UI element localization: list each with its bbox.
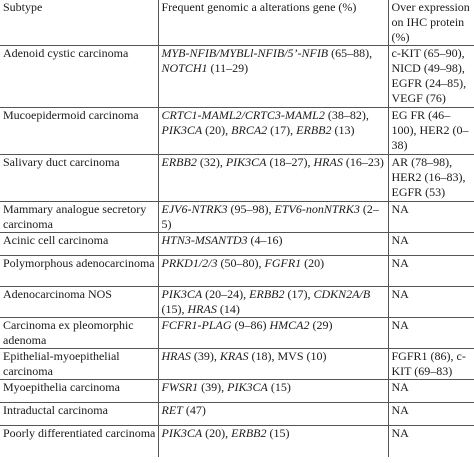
gene-name: PIK3CA	[161, 426, 203, 440]
gene-name: BRCA2	[231, 123, 268, 137]
subtype-cell: Intraductal carcinoma	[0, 403, 158, 426]
ihc-overexpression-cell: NA	[388, 202, 474, 233]
table-row	[0, 155, 474, 202]
gene-name: HTN3-MSANTD3	[161, 233, 248, 247]
ihc-overexpression-cell: EG FR (46–100), HER2 (0–38)	[388, 108, 474, 155]
ihc-overexpression-cell: c-KIT (65–90), NICD (49–98), EGFR (24–85), VEGF (76)	[388, 46, 474, 108]
frequency-text: (39),	[190, 349, 220, 363]
genomic-alterations-cell	[158, 202, 388, 233]
frequency-text: (15)	[266, 426, 290, 440]
table-row	[0, 233, 474, 256]
ihc-overexpression-cell: NA	[388, 256, 474, 287]
subtype-cell: Poorly differentiated carcinoma	[0, 426, 158, 457]
subtype-cell: Myoepithelia carcinoma	[0, 380, 158, 403]
gene-name: MYB-NFIB/MYBLl-NFIB/5’-NFIB	[161, 46, 329, 60]
header-row	[0, 0, 474, 46]
frequency-text: (47)	[182, 403, 206, 417]
frequency-text: (11–29)	[207, 61, 249, 75]
genomic-alterations-cell	[158, 108, 388, 155]
gene-name: EJV6-NTRK3	[161, 202, 228, 216]
genomic-alterations-cell	[158, 380, 388, 403]
header-genomic: Frequent genomic a alterations gene (%)	[158, 0, 388, 46]
ihc-overexpression-cell: NA	[388, 380, 474, 403]
gene-name: HRAS	[161, 349, 191, 363]
frequency-text: (50–80),	[217, 256, 265, 270]
gene-name: ERBB2	[161, 155, 197, 169]
gene-name: FGFR1	[264, 256, 302, 270]
gene-name: PRKD1/2/3	[161, 256, 218, 270]
frequency-text: (20),	[202, 123, 232, 137]
frequency-text: (2–5)	[161, 202, 379, 231]
ihc-overexpression-cell: NA	[388, 287, 474, 318]
frequency-text: (32),	[196, 155, 226, 169]
genomic-alterations-cell	[158, 155, 388, 202]
genomic-alterations-cell	[158, 233, 388, 256]
table-row	[0, 403, 474, 426]
frequency-text: (15)	[267, 380, 291, 394]
frequency-text: (17),	[267, 123, 297, 137]
subtype-cell: Carcinoma ex pleomorphic adenoma	[0, 318, 158, 349]
frequency-text: (20–24),	[202, 287, 250, 301]
frequency-text: (4–16)	[247, 233, 283, 247]
gene-name: FWSR1	[161, 380, 199, 394]
genomic-alterations-cell	[158, 46, 388, 108]
subtype-cell: Salivary duct carcinoma	[0, 155, 158, 202]
frequency-text: (14)	[216, 302, 240, 316]
gene-name: PIK3CA	[227, 380, 268, 394]
ihc-overexpression-cell: NA	[388, 426, 474, 457]
frequency-text: (18), MVS (10)	[248, 349, 327, 363]
frequency-text: (20),	[202, 426, 232, 440]
frequency-text: (38–82),	[324, 108, 369, 122]
subtype-cell: Mammary analogue secretory carcinoma	[0, 202, 158, 233]
subtype-cell: Mucoepidermoid carcinoma	[0, 108, 158, 155]
gene-name: ERBB2	[296, 123, 332, 137]
table-row	[0, 256, 474, 287]
table-row	[0, 46, 474, 108]
frequency-text: (15),	[161, 302, 188, 316]
genomic-alterations-cell	[158, 426, 388, 457]
frequency-text: (95–98),	[227, 202, 275, 216]
gene-name: CDKN2A/B	[313, 287, 371, 301]
table-row	[0, 318, 474, 349]
gene-name: HRAS	[187, 302, 217, 316]
ihc-overexpression-cell: NA	[388, 403, 474, 426]
gene-name: CRTC1-MAML2/CRTC3-MAML2	[161, 108, 325, 122]
subtype-cell: Adenocarcinoma NOS	[0, 287, 158, 318]
gene-name: ETV6-nonNTRK3	[274, 202, 360, 216]
genomic-alterations-cell	[158, 287, 388, 318]
frequency-text: (20)	[301, 256, 325, 270]
frequency-text: (13)	[331, 123, 355, 137]
genomic-alterations-cell	[158, 349, 388, 380]
gene-name: HRAS	[313, 155, 343, 169]
table-row	[0, 202, 474, 233]
subtype-cell: Adenoid cystic carcinoma	[0, 46, 158, 108]
frequency-text: (16–23)	[342, 155, 384, 169]
header-subtype: Subtype	[3, 0, 43, 14]
gene-name: NOTCH1	[161, 61, 208, 75]
frequency-text: (29)	[309, 318, 333, 332]
genomic-alterations-cell	[158, 403, 388, 426]
table-body	[0, 46, 474, 457]
ihc-overexpression-cell: AR (78–98), HER2 (16–83), EGFR (53)	[388, 155, 474, 202]
subtype-cell: Acinic cell carcinoma	[0, 233, 158, 256]
frequency-text: (39),	[198, 380, 228, 394]
gene-name: RET	[161, 403, 183, 417]
ihc-overexpression-cell: NA	[388, 233, 474, 256]
subtype-cell: Epithelial-myoepithelial carcinoma	[0, 349, 158, 380]
gene-name: HMCA2	[269, 318, 310, 332]
gene-name: PIK3CA	[161, 123, 203, 137]
frequency-text: (17),	[284, 287, 314, 301]
table-header	[0, 0, 474, 46]
gene-name: PIK3CA	[225, 155, 267, 169]
table-row	[0, 380, 474, 403]
header-ihc: Over expression on IHC protein (%)	[388, 0, 474, 46]
table-row	[0, 426, 474, 457]
ihc-overexpression-cell: FGFR1 (86), c-KIT (69–83)	[388, 349, 474, 380]
table-row	[0, 108, 474, 155]
gene-name: FCFR1-PLAG	[161, 318, 232, 332]
ihc-overexpression-cell: NA	[388, 318, 474, 349]
frequency-text: (65–88),	[328, 46, 373, 60]
frequency-text: (18–27),	[266, 155, 314, 169]
gene-name: ERBB2	[249, 287, 285, 301]
gene-name: ERBB2	[231, 426, 267, 440]
subtype-cell: Polymorphous adenocarcinoma	[0, 256, 158, 287]
genomic-alterations-cell	[158, 256, 388, 287]
table-row	[0, 349, 474, 380]
table-row	[0, 287, 474, 318]
gene-name: PIK3CA	[161, 287, 203, 301]
gene-name: KRAS	[219, 349, 249, 363]
frequency-text: (9–86)	[231, 318, 270, 332]
genomic-alterations-cell	[158, 318, 388, 349]
